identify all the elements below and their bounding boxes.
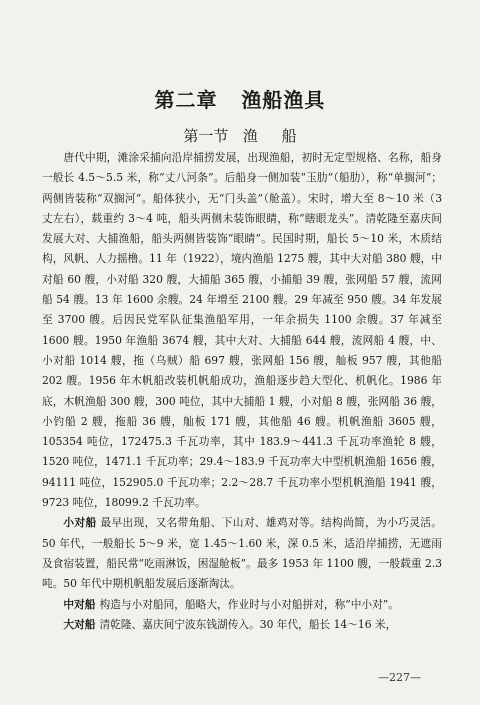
entry-small-pair-boat — [42, 513, 442, 594]
entry-text: 清乾隆、嘉庆间宁波东钱湖传入。30 年代，船长 14～16 米， — [99, 617, 397, 631]
chapter-title: 第二章 渔船渔具 — [154, 88, 326, 112]
entry-text: 构造与小对船同，船略大，作业时与小对船拼对，称“中小对”。 — [99, 597, 399, 611]
entry-large-pair-boat — [42, 615, 442, 635]
entry-medium-pair-boat — [42, 595, 442, 615]
intro-paragraph: 唐代中期，滩涂采捕向沿岸捕捞发展，出现渔船，初时无定型规格、名称，船身一般长 4.5～5.5 米，称“丈八河条”。后船身一侧加装“玉肋”（船肋），称“单搁河”；两侧皆装称“双搁河”。船体狭小，无“门头盖”（舱盖）。宋时，增大至 8～10 米（3 丈左右），载重约 3～4 吨，船头两侧未装饰眼睛，称“瞎眼龙头”。清乾隆至嘉庆间发展大对、大捕渔船，船头两侧皆装饰“眼睛”。民国时期，船长 5～10 米，木质结构，风帆、人力摇橹。11 年（1922），境内渔船 1275 艘，其中大对船 380 艘，中对船 60 艘，小对船 320 艘，大捕船 365 艘，小捕船 39 艘，张网船 57 艘，流网船 54 艘。13 年 1600 余艘。24 年增至 2100 艘。29 年减至 950 艘。34 年发展至 3700 艘。后因民党军队征集渔船军用，一年余损失 1100 余艘。37 年减至 1600 艘。1950 年渔船 3674 艘，其中大对、大捕船 644 艘，流网船 4 艘，中、小对船 1014 艘，拖（乌贼）船 697 艘，张网船 156 艘，舢板 957 艘，其他船 202 艘。1956 年木帆船改装机帆船成功，渔船逐步趋大型化、机帆化。1986 年底，木帆渔船 300 艘，300 吨位，其中大捕船 1 艘，小对船 8 艘，张网船 36 艘，小钓船 2 艘，拖船 36 艘，舢板 171 艘，其他船 46 艘。机帆渔船 3605 艘，105354 吨位，172475.3 千瓦功率，其中 183.9～441.3 千瓦功率渔轮 8 艘，1520 吨位，1471.1 千瓦功率；29.4～183.9 千瓦功率大中型机帆渔船 1656 艘，94111 吨位，152905.0 千瓦功率；2.2～28.7 千瓦功率小型机帆渔船 1941 艘，9723 吨位，18099.2 千瓦功率。 — [42, 151, 442, 510]
entry-text: 最早出现，又名带角船、下山对、雄鸡对等。结构尚简，为小巧灵活。50 年代，一般船长 5～9 米，宽 1.45～1.60 米，深 0.5 米，适沿岸捕捞，无遮雨及食宿装置，船民常“吃雨淋饭，困湿舱板”。最多 1953 年 1100 艘，一般载重 2.3 吨。50 年代中期机帆船发展后逐渐淘汰。 — [42, 516, 442, 591]
entry-term: 小对船 — [63, 516, 97, 530]
body-text — [42, 148, 442, 635]
entry-term: 大对船 — [63, 617, 96, 631]
entry-term: 中对船 — [63, 597, 96, 611]
section-title: 第一节 渔 船 — [183, 127, 297, 145]
page-number: —227— — [378, 671, 421, 684]
